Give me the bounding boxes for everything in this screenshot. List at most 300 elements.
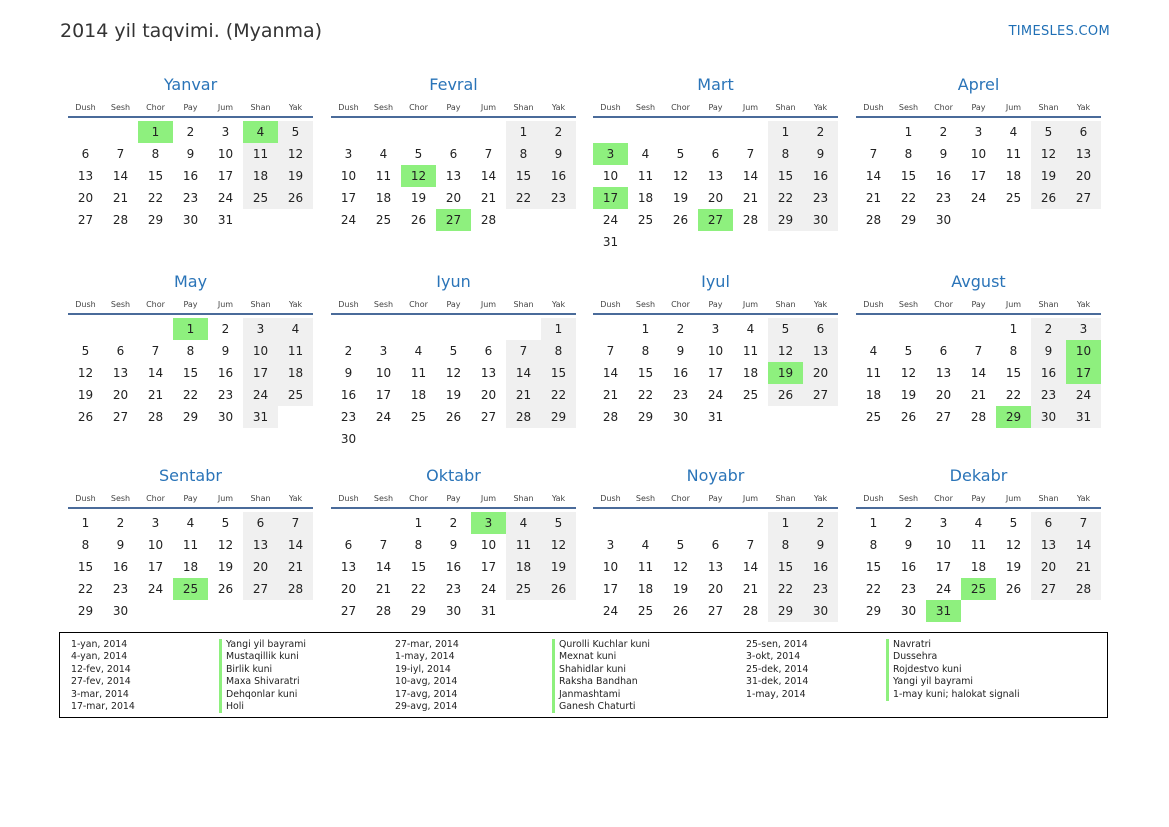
day-cell: 26 <box>217 582 234 596</box>
empty-cell <box>243 209 278 231</box>
day-cell: 3 <box>379 344 388 358</box>
month-name: Dekabr <box>949 466 1008 485</box>
day-cell: 26 <box>768 384 803 406</box>
weekday-header <box>68 296 313 315</box>
day-cell: 29 <box>996 406 1031 428</box>
day-cell: 8 <box>186 344 195 358</box>
day-cell: 8 <box>768 143 803 165</box>
empty-cell <box>506 428 541 450</box>
day-cell: 1 <box>904 125 913 139</box>
week-row <box>331 340 576 362</box>
day-cell: 16 <box>445 560 462 574</box>
day-cell: 21 <box>147 388 164 402</box>
weekday-label: Yak <box>551 494 566 503</box>
day-cell: 25 <box>243 187 278 209</box>
weekday-label: Yak <box>1076 494 1091 503</box>
empty-cell <box>1066 209 1101 231</box>
day-cell: 27 <box>935 410 952 424</box>
holiday-name: Raksha Bandhan <box>552 676 638 688</box>
weekday-label: Yak <box>551 103 566 112</box>
day-cell: 23 <box>445 582 462 596</box>
week-row <box>331 384 576 406</box>
day-cell: 14 <box>278 534 313 556</box>
day-cell: 25 <box>637 604 654 618</box>
week-row <box>856 187 1101 209</box>
weekday-label: Sesh <box>110 103 131 112</box>
weekday-label: Chor <box>934 300 953 309</box>
holiday-name: Mustaqillik kuni <box>219 651 299 663</box>
empty-cell <box>366 512 401 534</box>
holiday-name: Maxa Shivaratri <box>219 676 300 688</box>
holiday-name: Rojdestvo kuni <box>886 664 962 676</box>
day-cell: 17 <box>217 169 234 183</box>
day-cell: 17 <box>593 187 628 209</box>
weekday-label: Sesh <box>635 494 656 503</box>
day-cell: 30 <box>900 604 917 618</box>
empty-cell <box>803 406 838 428</box>
day-cell: 24 <box>217 191 234 205</box>
weekday-label: Chor <box>146 494 165 503</box>
week-row <box>593 556 838 578</box>
weekday-label: Jum <box>742 494 759 503</box>
week-row <box>331 428 576 450</box>
day-cell: 24 <box>243 384 278 406</box>
week-row <box>331 143 576 165</box>
day-cell: 17 <box>935 560 952 574</box>
day-cell: 11 <box>375 169 392 183</box>
day-cell: 22 <box>865 582 882 596</box>
empty-cell <box>401 428 436 450</box>
day-cell: 27 <box>1066 187 1101 209</box>
holiday-name: Shahidlar kuni <box>552 664 626 676</box>
day-cell: 1 <box>541 318 576 340</box>
empty-cell <box>436 121 471 143</box>
day-cell: 6 <box>81 147 90 161</box>
day-cell: 15 <box>1005 366 1022 380</box>
month-aprel <box>856 75 1101 231</box>
week-row <box>856 578 1101 600</box>
day-cell: 17 <box>1066 362 1101 384</box>
month-name: Mart <box>697 75 734 94</box>
day-cell: 8 <box>904 147 913 161</box>
day-cell: 20 <box>1066 165 1101 187</box>
day-cell: 16 <box>1031 362 1066 384</box>
day-cell: 2 <box>904 516 913 530</box>
day-cell: 3 <box>939 516 948 530</box>
day-cell: 27 <box>112 410 129 424</box>
day-cell: 25 <box>506 578 541 600</box>
day-cell: 8 <box>81 538 90 552</box>
day-cell: 27 <box>803 384 838 406</box>
week-row <box>593 512 838 534</box>
day-cell: 22 <box>768 578 803 600</box>
week-row <box>593 231 838 253</box>
week-row <box>331 362 576 384</box>
day-cell: 20 <box>480 388 497 402</box>
empty-cell <box>541 600 576 622</box>
week-row <box>593 384 838 406</box>
empty-cell <box>961 600 996 622</box>
empty-cell <box>996 209 1031 231</box>
holiday-date: 25-dek, 2014 <box>746 663 809 675</box>
day-cell: 14 <box>970 366 987 380</box>
day-cell: 20 <box>1031 556 1066 578</box>
day-cell: 11 <box>278 340 313 362</box>
empty-cell <box>628 121 663 143</box>
week-row <box>68 534 313 556</box>
week-row <box>68 578 313 600</box>
holiday-date: 3-mar, 2014 <box>71 688 129 700</box>
weekday-label: Yak <box>1076 103 1091 112</box>
day-cell: 28 <box>602 410 619 424</box>
day-cell: 11 <box>742 344 759 358</box>
weekday-label: Jum <box>480 103 497 112</box>
holiday-date: 29-avg, 2014 <box>395 701 458 712</box>
weekday-label: Sesh <box>373 300 394 309</box>
weekday-label: Jum <box>217 300 234 309</box>
weekday-header <box>593 490 838 509</box>
weekday-label: Pay <box>971 103 986 112</box>
day-cell: 21 <box>742 191 759 205</box>
weekday-label: Pay <box>183 300 198 309</box>
empty-cell <box>926 318 961 340</box>
weekday-label: Shan <box>513 300 534 309</box>
weekday-label: Yak <box>288 300 303 309</box>
day-cell: 1 <box>173 318 208 340</box>
day-cell: 6 <box>711 147 720 161</box>
month-name: Iyul <box>701 272 730 291</box>
day-cell: 14 <box>1066 534 1101 556</box>
holiday-name: Navratri <box>886 639 931 651</box>
month-name: Fevral <box>429 75 478 94</box>
day-cell: 16 <box>803 556 838 578</box>
day-cell: 28 <box>278 578 313 600</box>
weekday-label: Jum <box>742 300 759 309</box>
day-cell: 10 <box>217 147 234 161</box>
day-cell: 4 <box>869 344 878 358</box>
day-cell: 31 <box>926 600 961 622</box>
day-cell: 19 <box>1005 560 1022 574</box>
weekday-label: Shan <box>775 300 796 309</box>
day-cell: 27 <box>243 578 278 600</box>
empty-cell <box>103 318 138 340</box>
day-cell: 18 <box>375 191 392 205</box>
weekday-label: Pay <box>446 494 461 503</box>
empty-cell <box>768 406 803 428</box>
day-cell: 7 <box>278 512 313 534</box>
day-cell: 8 <box>506 143 541 165</box>
empty-cell <box>366 428 401 450</box>
day-cell: 24 <box>480 582 497 596</box>
day-cell: 10 <box>935 538 952 552</box>
day-cell: 26 <box>410 213 427 227</box>
holiday-name: Dussehra <box>886 651 937 663</box>
day-cell: 29 <box>865 604 882 618</box>
empty-cell <box>593 512 628 534</box>
day-cell: 11 <box>970 538 987 552</box>
weekday-label: Dush <box>863 300 884 309</box>
week-row <box>593 121 838 143</box>
week-row <box>68 340 313 362</box>
day-cell: 23 <box>900 582 917 596</box>
empty-cell <box>1031 209 1066 231</box>
day-cell: 30 <box>803 209 838 231</box>
day-cell: 28 <box>1066 578 1101 600</box>
weekday-header <box>856 99 1101 118</box>
weekday-label: Shan <box>513 494 534 503</box>
day-cell: 4 <box>746 322 755 336</box>
empty-cell <box>628 231 663 253</box>
weekday-header <box>856 490 1101 509</box>
site-link[interactable]: TIMESLES.COM <box>1008 24 1110 39</box>
day-cell: 18 <box>243 165 278 187</box>
day-cell: 31 <box>480 604 497 618</box>
day-cell: 28 <box>970 410 987 424</box>
day-cell: 13 <box>112 366 129 380</box>
weekday-label: Sesh <box>898 103 919 112</box>
day-cell: 21 <box>112 191 129 205</box>
day-cell: 22 <box>768 187 803 209</box>
day-cell: 13 <box>803 340 838 362</box>
day-cell: 20 <box>445 191 462 205</box>
day-cell: 18 <box>506 556 541 578</box>
week-row <box>331 406 576 428</box>
week-row <box>68 121 313 143</box>
day-cell: 24 <box>602 604 619 618</box>
week-row <box>856 556 1101 578</box>
day-cell: 4 <box>974 516 983 530</box>
weekday-header <box>331 296 576 315</box>
day-cell: 9 <box>939 147 948 161</box>
day-cell: 20 <box>77 191 94 205</box>
day-cell: 20 <box>707 582 724 596</box>
day-cell: 29 <box>637 410 654 424</box>
weekday-label: Dush <box>600 494 621 503</box>
day-cell: 12 <box>768 340 803 362</box>
empty-cell <box>331 318 366 340</box>
page-title: 2014 yil taqvimi. (Myanma) <box>60 20 323 42</box>
day-cell: 11 <box>1005 147 1022 161</box>
day-cell: 8 <box>151 147 160 161</box>
day-cell: 7 <box>379 538 388 552</box>
day-cell: 14 <box>112 169 129 183</box>
day-cell: 10 <box>602 169 619 183</box>
week-row <box>856 340 1101 362</box>
day-cell: 30 <box>112 604 129 618</box>
holiday-date: 27-fev, 2014 <box>71 676 131 688</box>
weekday-label: Chor <box>671 103 690 112</box>
day-cell: 25 <box>742 388 759 402</box>
empty-cell <box>541 209 576 231</box>
day-cell: 5 <box>449 344 458 358</box>
day-cell: 28 <box>742 213 759 227</box>
holiday-date: 19-iyl, 2014 <box>395 663 451 675</box>
weekday-header <box>593 296 838 315</box>
day-cell: 15 <box>506 165 541 187</box>
empty-cell <box>541 428 576 450</box>
day-cell: 5 <box>1009 516 1018 530</box>
day-cell: 16 <box>935 169 952 183</box>
day-cell: 5 <box>676 538 685 552</box>
weekday-label: Dush <box>863 103 884 112</box>
day-cell: 12 <box>900 366 917 380</box>
day-cell: 25 <box>865 410 882 424</box>
day-cell: 5 <box>81 344 90 358</box>
day-cell: 9 <box>803 143 838 165</box>
empty-cell <box>436 318 471 340</box>
day-cell: 10 <box>243 340 278 362</box>
weekday-label: Dush <box>75 103 96 112</box>
day-cell: 15 <box>865 560 882 574</box>
week-row <box>68 600 313 622</box>
week-row <box>593 406 838 428</box>
empty-cell <box>331 121 366 143</box>
day-cell: 5 <box>768 318 803 340</box>
day-cell: 24 <box>375 410 392 424</box>
day-cell: 16 <box>672 366 689 380</box>
empty-cell <box>208 600 243 622</box>
day-cell: 16 <box>112 560 129 574</box>
day-cell: 9 <box>221 344 230 358</box>
month-name: Oktabr <box>426 466 481 485</box>
day-cell: 20 <box>935 388 952 402</box>
week-row <box>68 362 313 384</box>
month-name: Aprel <box>957 75 1000 94</box>
day-cell: 4 <box>379 147 388 161</box>
weekday-label: Shan <box>250 300 271 309</box>
holiday-name: Yangi yil bayrami <box>219 639 306 651</box>
weekday-header <box>593 99 838 118</box>
day-cell: 6 <box>1066 121 1101 143</box>
weekday-label: Sesh <box>373 494 394 503</box>
weekday-label: Yak <box>551 300 566 309</box>
day-cell: 15 <box>182 366 199 380</box>
week-row <box>593 600 838 622</box>
day-cell: 20 <box>243 556 278 578</box>
weekday-label: Shan <box>250 103 271 112</box>
week-row <box>331 534 576 556</box>
day-cell: 26 <box>541 578 576 600</box>
day-cell: 25 <box>278 384 313 406</box>
weekday-label: Chor <box>671 494 690 503</box>
day-cell: 2 <box>186 125 195 139</box>
day-cell: 1 <box>81 516 90 530</box>
holiday-name: Birlik kuni <box>219 664 272 676</box>
day-cell: 3 <box>606 538 615 552</box>
day-cell: 22 <box>541 384 576 406</box>
week-row <box>68 556 313 578</box>
day-cell: 9 <box>344 366 353 380</box>
weekday-label: Shan <box>775 494 796 503</box>
holiday-name: 1-may kuni; halokat signali <box>886 689 1020 701</box>
weekday-header <box>331 490 576 509</box>
day-cell: 23 <box>672 388 689 402</box>
day-cell: 28 <box>506 406 541 428</box>
day-cell: 8 <box>414 538 423 552</box>
weekday-label: Dush <box>338 300 359 309</box>
day-cell: 17 <box>340 191 357 205</box>
day-cell: 5 <box>414 147 423 161</box>
day-cell: 23 <box>935 191 952 205</box>
day-cell: 14 <box>480 169 497 183</box>
day-cell: 16 <box>182 169 199 183</box>
weekday-label: Jum <box>1005 494 1022 503</box>
day-cell: 17 <box>147 560 164 574</box>
day-cell: 25 <box>410 410 427 424</box>
empty-cell <box>698 512 733 534</box>
day-cell: 21 <box>742 582 759 596</box>
weekday-label: Jum <box>217 494 234 503</box>
day-cell: 9 <box>541 143 576 165</box>
empty-cell <box>628 512 663 534</box>
week-row <box>331 165 576 187</box>
month-name: Yanvar <box>163 75 218 94</box>
week-row <box>856 318 1101 340</box>
week-row <box>593 340 838 362</box>
day-cell: 25 <box>173 578 208 600</box>
day-cell: 27 <box>77 213 94 227</box>
day-cell: 25 <box>375 213 392 227</box>
weekday-label: Yak <box>288 103 303 112</box>
day-cell: 29 <box>410 604 427 618</box>
day-cell: 24 <box>147 582 164 596</box>
day-cell: 15 <box>410 560 427 574</box>
empty-cell <box>996 600 1031 622</box>
weekday-label: Shan <box>1038 103 1059 112</box>
day-cell: 18 <box>637 191 654 205</box>
week-row <box>331 187 576 209</box>
weekday-label: Sesh <box>635 103 656 112</box>
day-cell: 17 <box>375 388 392 402</box>
weekday-header <box>331 99 576 118</box>
empty-cell <box>856 318 891 340</box>
day-cell: 23 <box>803 187 838 209</box>
day-cell: 6 <box>803 318 838 340</box>
day-cell: 28 <box>147 410 164 424</box>
empty-cell <box>768 231 803 253</box>
weekday-label: Chor <box>146 103 165 112</box>
day-cell: 1 <box>138 121 173 143</box>
empty-cell <box>593 318 628 340</box>
weekday-label: Jum <box>1005 300 1022 309</box>
day-cell: 4 <box>506 512 541 534</box>
week-row <box>331 578 576 600</box>
month-name: Iyun <box>436 272 471 291</box>
day-cell: 26 <box>278 187 313 209</box>
day-cell: 2 <box>676 322 685 336</box>
day-cell: 29 <box>182 410 199 424</box>
day-cell: 19 <box>410 191 427 205</box>
week-row <box>331 121 576 143</box>
week-row <box>593 318 838 340</box>
day-cell: 8 <box>768 534 803 556</box>
day-cell: 1 <box>768 512 803 534</box>
day-cell: 12 <box>1005 538 1022 552</box>
weekday-label: Sesh <box>898 494 919 503</box>
day-cell: 30 <box>445 604 462 618</box>
day-cell: 8 <box>541 340 576 362</box>
day-cell: 24 <box>935 582 952 596</box>
day-cell: 3 <box>471 512 506 534</box>
empty-cell <box>68 318 103 340</box>
day-cell: 1 <box>414 516 423 530</box>
day-cell: 3 <box>151 516 160 530</box>
weekday-label: Pay <box>183 494 198 503</box>
day-cell: 14 <box>865 169 882 183</box>
day-cell: 23 <box>803 578 838 600</box>
weekday-header <box>68 99 313 118</box>
day-cell: 15 <box>768 165 803 187</box>
